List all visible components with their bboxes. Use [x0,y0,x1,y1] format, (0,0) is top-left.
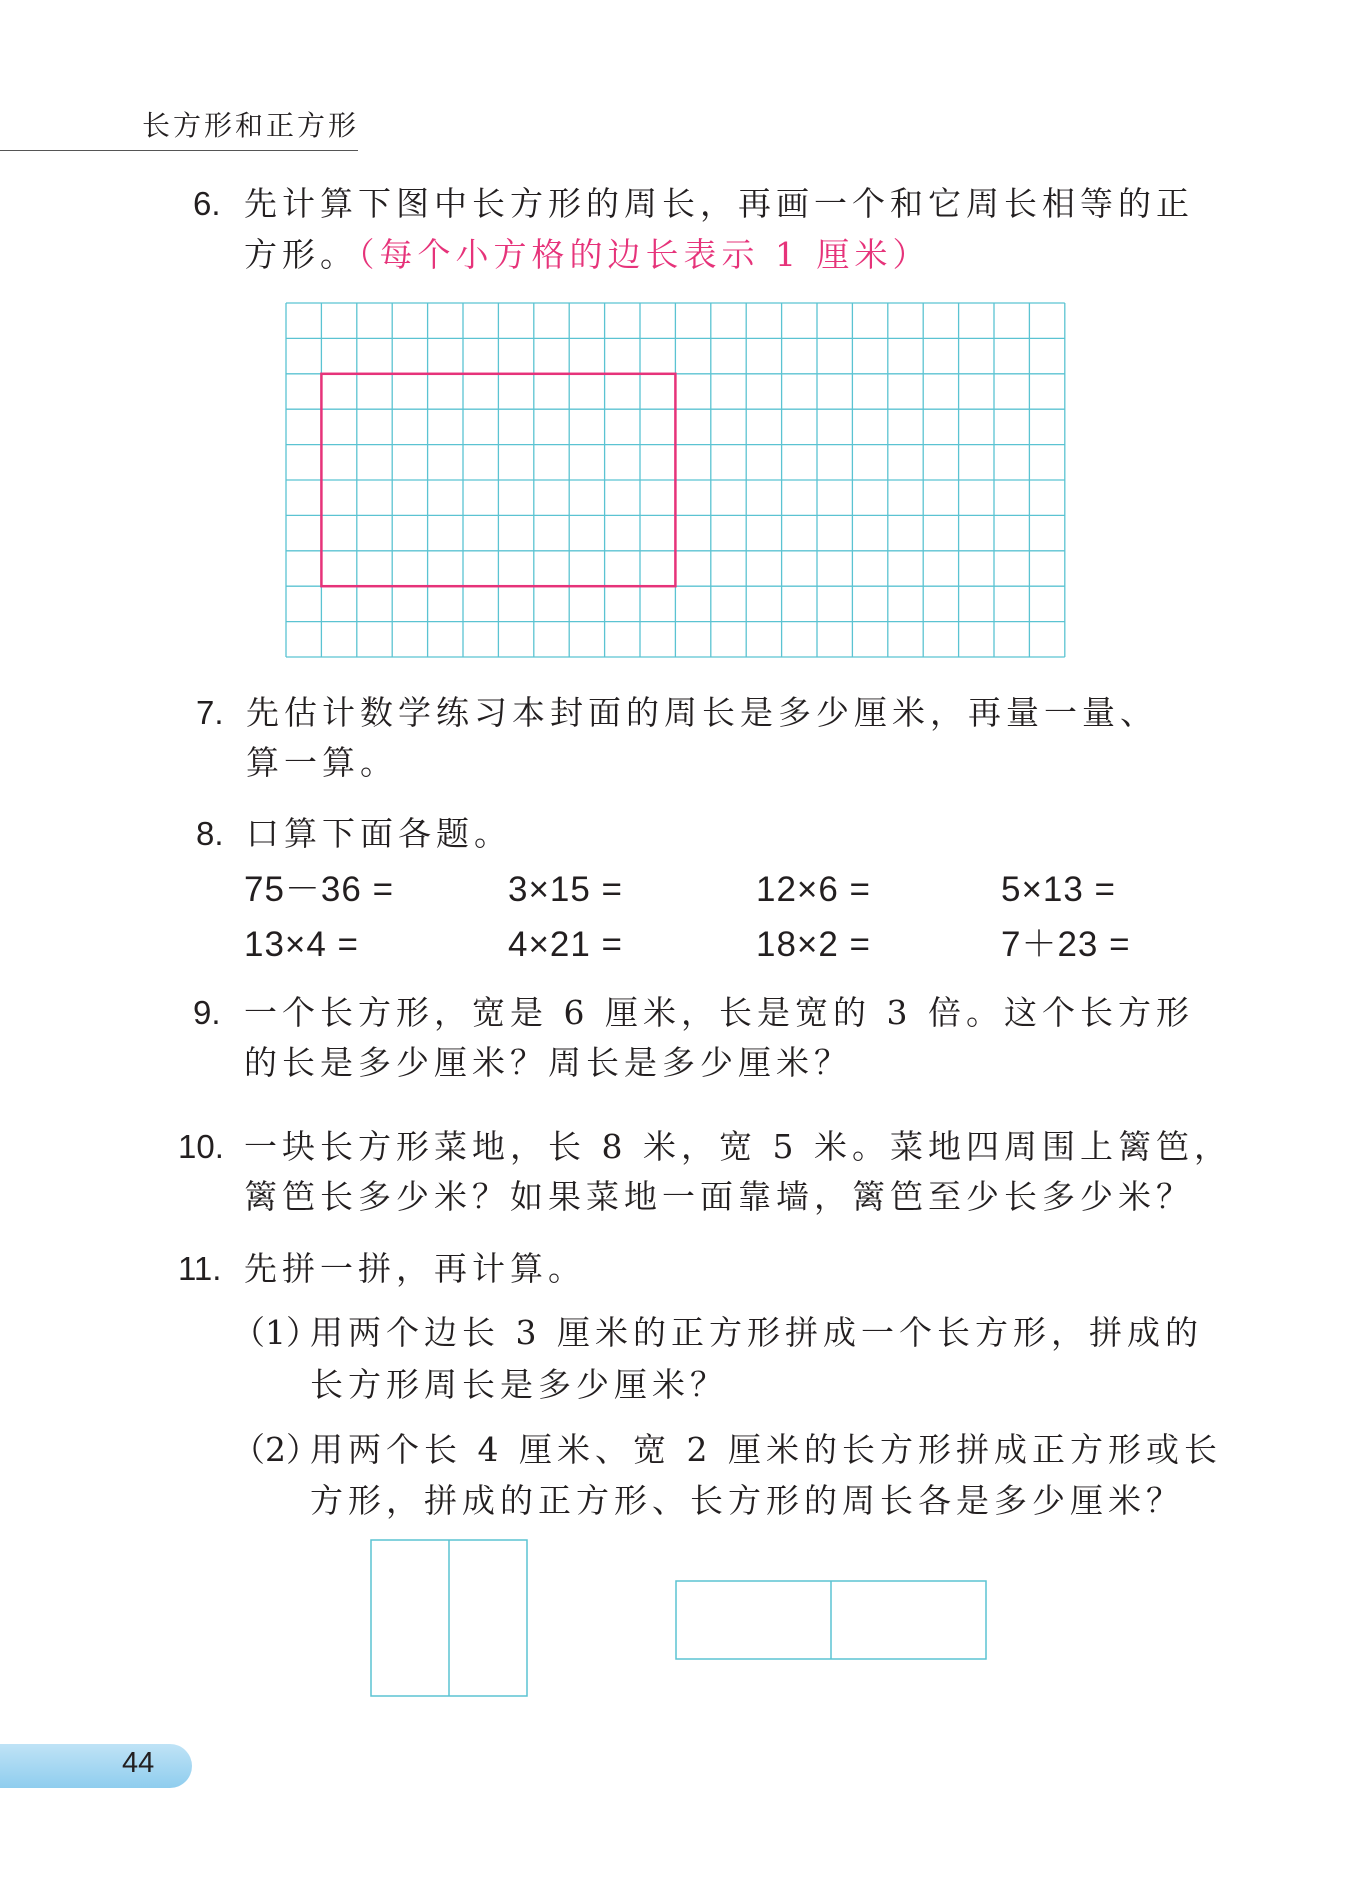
q10-line2: 篱笆长多少米？如果菜地一面靠墙，篱笆至少长多少米？ [244,1177,1194,1216]
oral-calc-1-1: 75－36 = [244,870,395,909]
q11-title: 先拼一拼，再计算。 [244,1249,586,1288]
q10-line1: 一块长方形菜地，长 8 米，宽 5 米。菜地四周围上篱笆， [244,1127,1232,1166]
page-number-tab [0,1744,192,1788]
q11-number: 11. [178,1250,222,1287]
oral-calc-2-2: 4×21 = [508,925,623,964]
q9-line2: 的长是多少厘米？周长是多少厘米？ [244,1043,852,1082]
q11-part1-line1: 用两个边长 3 厘米的正方形拼成一个长方形，拼成的 [310,1313,1203,1352]
assembled-rectangle-figure [676,1581,986,1659]
q8-title: 口算下面各题。 [246,814,512,853]
q6-line1: 先计算下图中长方形的周长，再画一个和它周长相等的正 [244,184,1194,223]
q10-number: 10. [178,1128,224,1165]
q9-line1: 一个长方形，宽是 6 厘米，长是宽的 3 倍。这个长方形 [244,993,1194,1032]
page-number: 44 [122,1747,155,1779]
oral-calc-1-4: 5×13 = [1001,870,1116,909]
oral-calc-1-3: 12×6 = [756,870,871,909]
q11-part2-line2: 方形，拼成的正方形、长方形的周长各是多少厘米？ [310,1481,1184,1520]
oral-calc-2-4: 7＋23 = [1001,925,1131,964]
q6-line2-a: 方形。 [244,235,358,274]
chapter-title: 长方形和正方形 [142,109,360,142]
q7-line1: 先估计数学练习本封面的周长是多少厘米，再量一量、 [246,693,1158,732]
q6-hint: （每个小方格的边长表示 1 厘米） [358,235,931,274]
oral-calc-2-3: 18×2 = [756,925,871,964]
oral-calc-1-2: 3×15 = [508,870,623,909]
q7-line2: 算一算。 [246,743,398,782]
assembled-square-figure [371,1540,527,1696]
oral-calc-2-1: 13×4 = [244,925,359,964]
q9-number: 9. [193,994,221,1031]
q11-part1-line2: 长方形周长是多少厘米？ [310,1365,728,1404]
q8-number: 8. [196,815,224,852]
q7-number: 7. [196,694,224,731]
q11-part2-line1: 用两个长 4 厘米、宽 2 厘米的长方形拼成正方形或长 [310,1430,1222,1469]
q11-part2-label: （2） [232,1430,319,1469]
q11-part1-label: （1） [232,1313,319,1352]
q6-number: 6. [193,185,221,222]
